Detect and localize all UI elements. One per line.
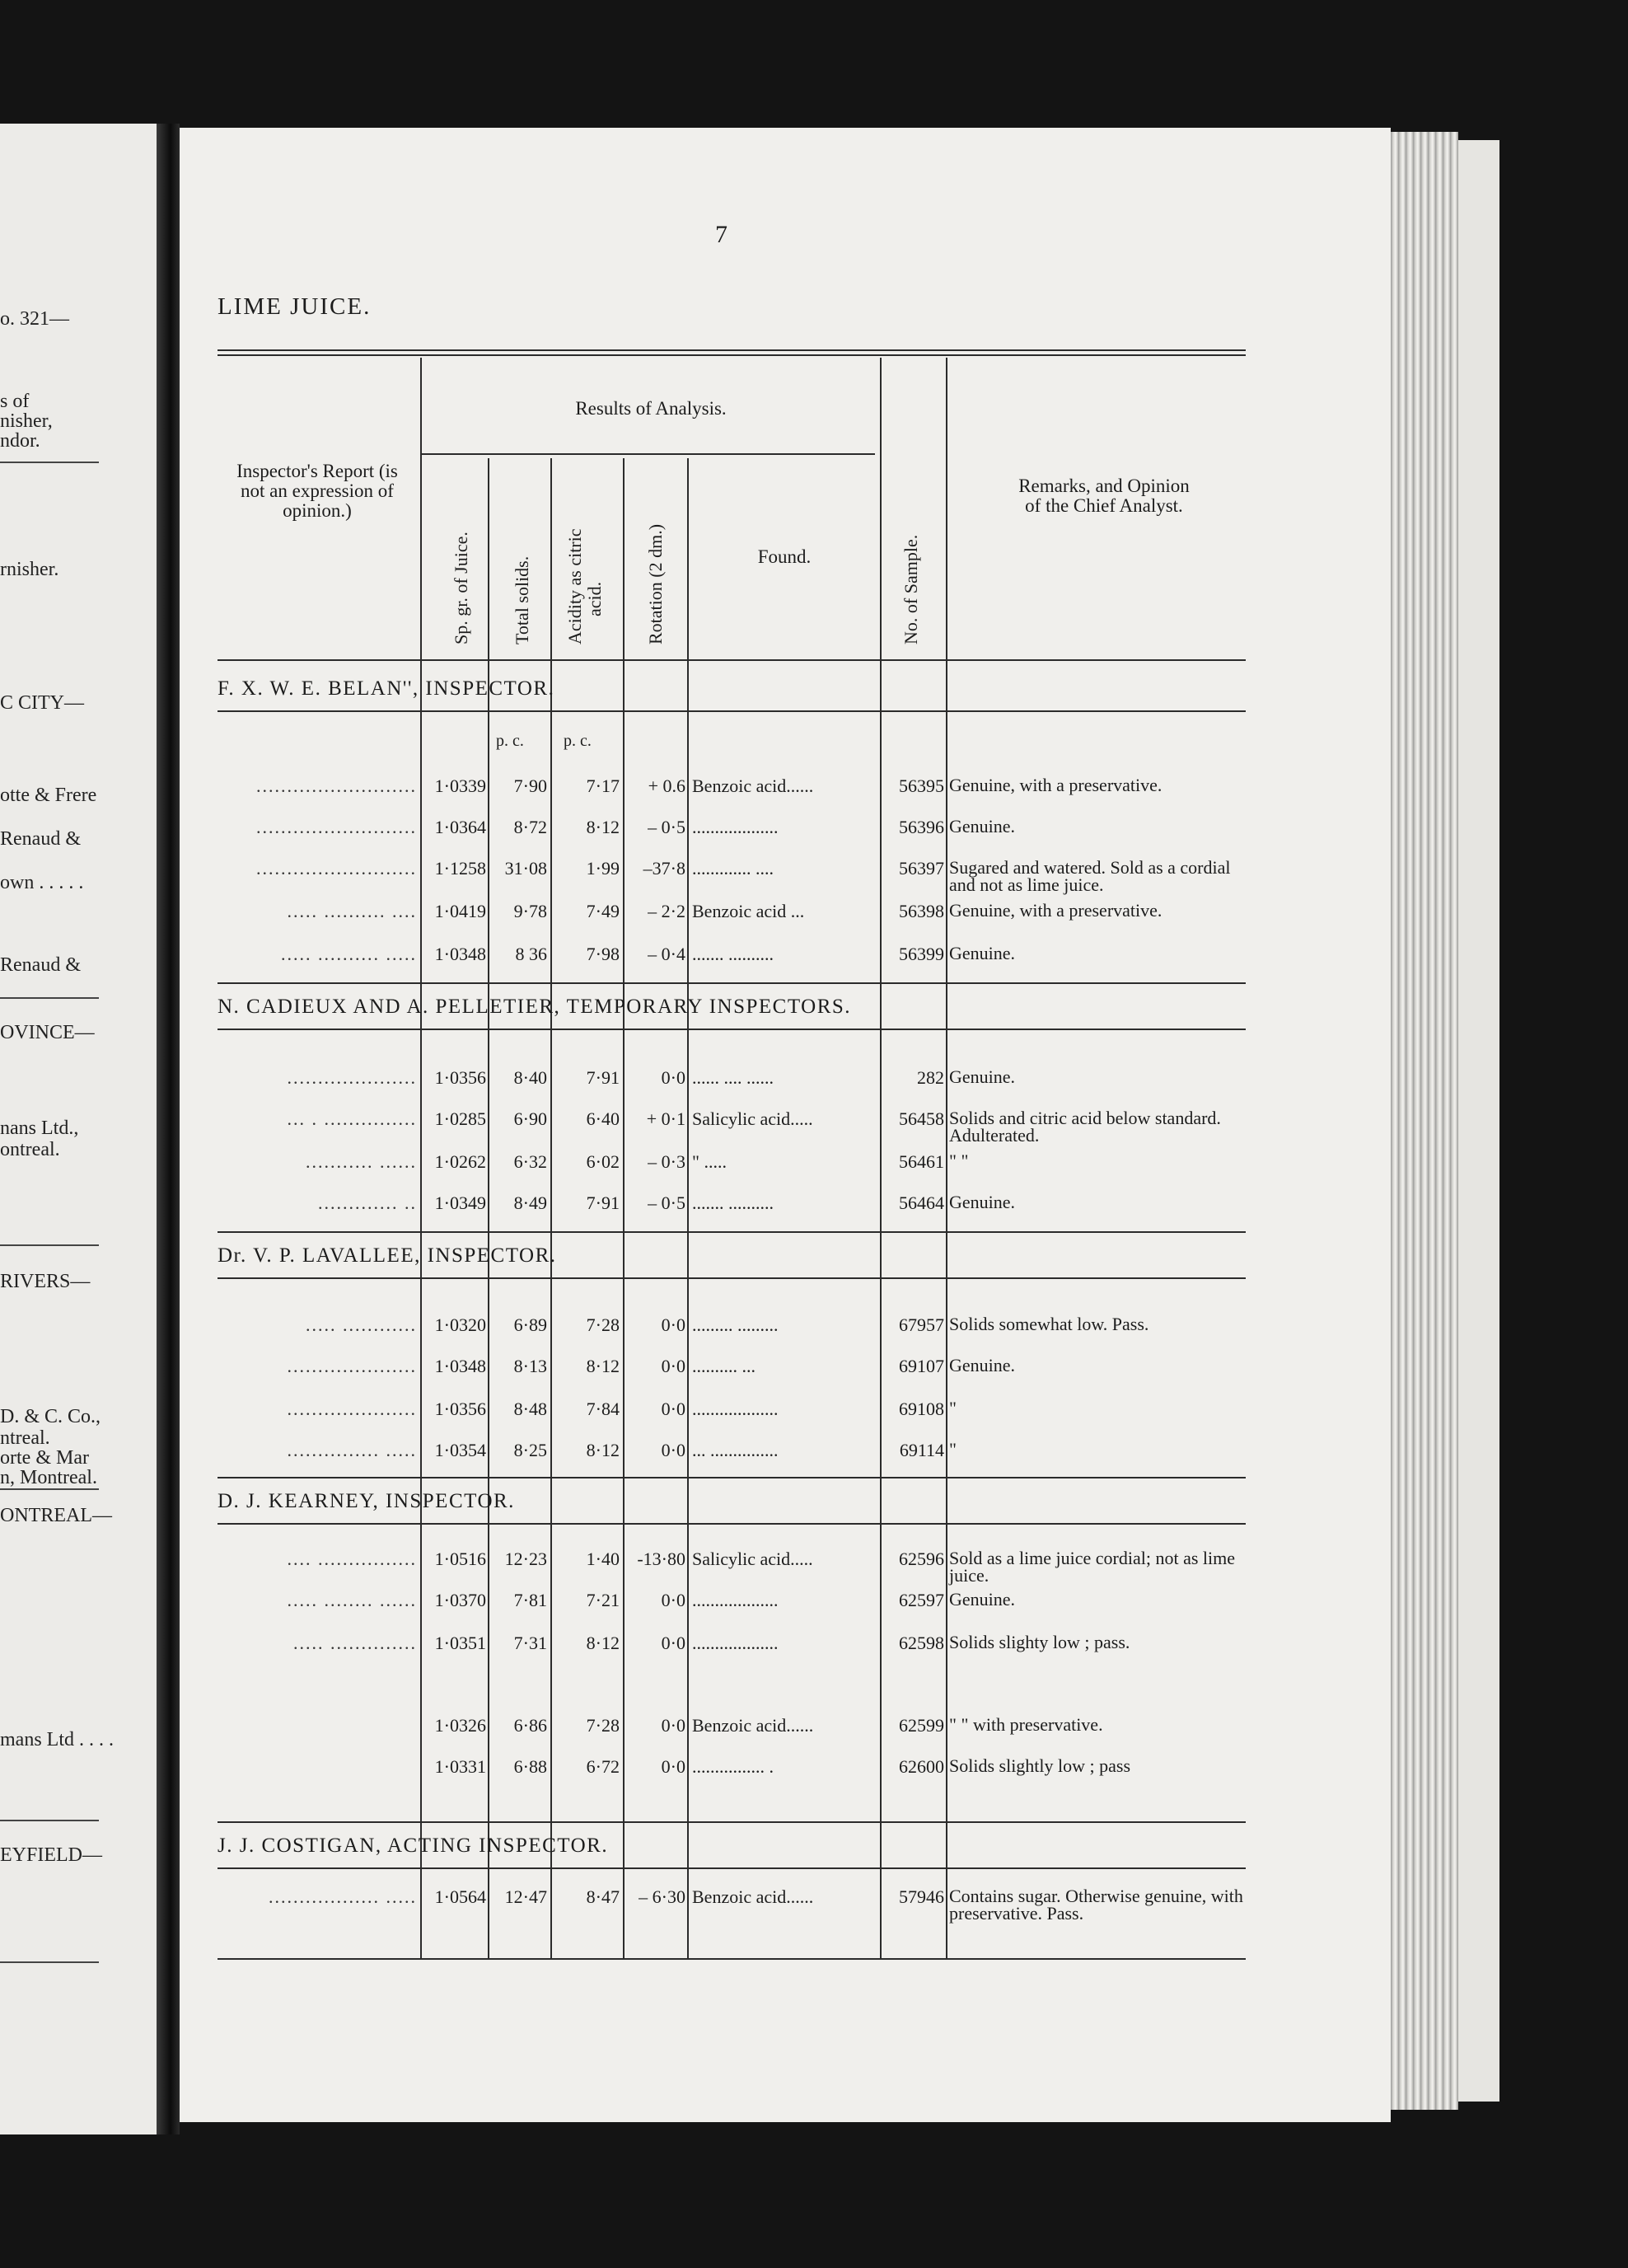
remarks-text: Genuine, with a preservative. xyxy=(949,900,1163,921)
found-value: ................... xyxy=(692,1591,779,1610)
rotation-value: – 6·30 xyxy=(639,1886,685,1907)
sample-number: 56397 xyxy=(899,858,944,879)
acidity-value: 1·99 xyxy=(586,858,620,879)
vrule-rotation xyxy=(687,458,689,1960)
left-page-rule xyxy=(0,1488,99,1490)
total-solids-value: 7·90 xyxy=(513,776,547,796)
remarks-text: Genuine. xyxy=(949,1589,1016,1610)
total-solids-value: 12·47 xyxy=(504,1886,547,1907)
sp-gr-value: 1·0320 xyxy=(434,1314,486,1335)
left-page-rule xyxy=(0,1244,99,1246)
header-total-solids: Total solids. xyxy=(512,555,532,644)
remarks-text: " " with preservative. xyxy=(949,1714,1103,1735)
sample-number: 56458 xyxy=(899,1108,944,1129)
sample-number: 56461 xyxy=(899,1151,944,1172)
rotation-value: -13·80 xyxy=(637,1549,685,1569)
found-value: Salicylic acid..... xyxy=(692,1549,813,1569)
sp-gr-value: 1·0370 xyxy=(434,1590,486,1610)
left-page-line: own . . . . . xyxy=(0,872,84,893)
left-page-rule xyxy=(0,1961,99,1963)
left-page-line: Renaud & xyxy=(0,954,81,976)
total-solids-value: 6·86 xyxy=(513,1715,547,1736)
report-dots: .................. ..... xyxy=(269,1887,417,1907)
left-page-line: o. 321— xyxy=(0,308,69,330)
remarks-text: Genuine. xyxy=(949,816,1016,836)
found-value: .......... ... xyxy=(692,1357,756,1376)
header-results-of-analysis: Results of Analysis. xyxy=(575,398,727,419)
left-page-line: ONTREAL— xyxy=(0,1505,112,1526)
acidity-value: 8·12 xyxy=(586,1440,620,1460)
acidity-value: 7·28 xyxy=(586,1715,620,1736)
report-dots: .......................... xyxy=(256,776,417,796)
header-remarks: Remarks, and Opinion of the Chief Analyst. xyxy=(1018,476,1190,516)
sp-gr-value: 1·0356 xyxy=(434,1399,486,1419)
acidity-value: 7·21 xyxy=(586,1590,620,1610)
left-page-line: nisher, xyxy=(0,410,53,432)
sp-gr-value: 1·0348 xyxy=(434,944,486,964)
left-page-line: OVINCE— xyxy=(0,1022,95,1043)
page-edges xyxy=(1391,132,1458,2110)
total-solids-value: 31·08 xyxy=(504,858,547,879)
book-spine xyxy=(157,124,180,2134)
total-solids-value: 8·72 xyxy=(513,817,547,837)
left-page-rule xyxy=(0,1820,99,1821)
total-solids-value: 7·31 xyxy=(513,1633,547,1653)
unit-pc-acidity: p. c. xyxy=(564,732,592,750)
inspector-heading: D. J. KEARNEY, INSPECTOR. xyxy=(218,1490,515,1512)
remarks-text: Solids slightly low ; pass xyxy=(949,1755,1131,1776)
sample-number: 56395 xyxy=(899,776,944,796)
report-dots: .... ................ xyxy=(287,1549,417,1569)
header-acidity-2: acid. xyxy=(584,581,605,616)
left-page-line: rnisher. xyxy=(0,559,59,580)
sp-gr-value: 1·0331 xyxy=(434,1756,486,1777)
sp-gr-value: 1·0348 xyxy=(434,1356,486,1376)
inspector-heading: N. CADIEUX AND A. PELLETIER, TEMPORARY INSPECTORS. xyxy=(218,996,852,1018)
remarks-text: Genuine. xyxy=(949,943,1016,963)
group-rule xyxy=(218,1029,1246,1030)
inspector-heading: F. X. W. E. BELAN'', INSPECTOR. xyxy=(218,677,555,700)
group-rule xyxy=(218,1523,1246,1525)
report-dots: ............. .. xyxy=(318,1193,417,1213)
group-rule xyxy=(218,710,1246,712)
left-page-line: C CITY— xyxy=(0,692,84,714)
left-page-line: mans Ltd . . . . xyxy=(0,1729,114,1750)
sp-gr-value: 1·0339 xyxy=(434,776,486,796)
report-dots: ..................... xyxy=(287,1357,417,1376)
rotation-value: 0·0 xyxy=(661,1590,685,1610)
rotation-value: – 2·2 xyxy=(648,901,685,921)
sample-number: 57946 xyxy=(899,1886,944,1907)
total-solids-value: 9·78 xyxy=(513,901,547,921)
rotation-value: 0·0 xyxy=(661,1633,685,1653)
left-page-line: D. & C. Co., xyxy=(0,1406,101,1427)
group-top-rule xyxy=(218,1821,1246,1823)
acidity-value: 8·12 xyxy=(586,817,620,837)
sample-number: 69114 xyxy=(899,1440,944,1460)
sp-gr-value: 1·0285 xyxy=(434,1108,486,1129)
report-dots: ..... .......... ..... xyxy=(281,944,417,964)
inspector-heading: J. J. COSTIGAN, ACTING INSPECTOR. xyxy=(218,1835,609,1857)
found-value: ... ............... xyxy=(692,1441,779,1460)
report-dots: ............... ..... xyxy=(287,1441,417,1460)
found-value: ................... xyxy=(692,818,779,837)
page-number: 7 xyxy=(715,221,727,248)
acidity-value: 1·40 xyxy=(586,1549,620,1569)
sample-number: 56399 xyxy=(899,944,944,964)
inspector-heading: Dr. V. P. LAVALLEE, INSPECTOR. xyxy=(218,1244,557,1267)
found-value: ....... .......... xyxy=(692,1193,774,1213)
remarks-text: Sugared and watered. Sold as a cordial and not as lime juice. xyxy=(949,857,1231,895)
found-value: Benzoic acid...... xyxy=(692,1887,814,1907)
total-solids-value: 8·48 xyxy=(513,1399,547,1419)
found-value: ....... .......... xyxy=(692,944,774,964)
remarks-text: Solids slighty low ; pass. xyxy=(949,1632,1130,1652)
sample-number: 56464 xyxy=(899,1193,944,1213)
header-sp-gr: Sp. gr. of Juice. xyxy=(451,532,471,644)
total-solids-value: 7·81 xyxy=(513,1590,547,1610)
left-page-line: s of xyxy=(0,391,30,412)
remarks-text: " xyxy=(949,1398,957,1418)
found-value: " ..... xyxy=(692,1152,727,1172)
sample-number: 62599 xyxy=(899,1715,944,1736)
left-page-line: n, Montreal. xyxy=(0,1467,97,1488)
left-page-line: Renaud & xyxy=(0,828,81,850)
left-page-line: orte & Mar xyxy=(0,1447,89,1469)
acidity-value: 7·17 xyxy=(586,776,620,796)
found-value: Salicylic acid..... xyxy=(692,1109,813,1129)
found-value: ................... xyxy=(692,1633,779,1653)
acidity-value: 8·47 xyxy=(586,1886,620,1907)
section-title: LIME JUICE. xyxy=(218,293,372,320)
acidity-value: 8·12 xyxy=(586,1356,620,1376)
report-dots: ..... .......... .... xyxy=(287,902,417,921)
rotation-value: – 0·3 xyxy=(648,1151,685,1172)
sp-gr-value: 1·0356 xyxy=(434,1067,486,1088)
sp-gr-value: 1·0351 xyxy=(434,1633,486,1653)
report-dots: .......................... xyxy=(256,859,417,879)
report-dots: ..................... xyxy=(287,1399,417,1419)
top-rule-2 xyxy=(218,354,1246,356)
rotation-value: – 0·4 xyxy=(648,944,685,964)
left-page-line: ontreal. xyxy=(0,1139,60,1160)
header-acidity-1: Acidity as citric xyxy=(564,528,585,644)
acidity-value: 8·12 xyxy=(586,1633,620,1653)
left-page-line: ntreal. xyxy=(0,1427,50,1449)
sp-gr-value: 1·1258 xyxy=(434,858,486,879)
remarks-text: Genuine. xyxy=(949,1066,1016,1087)
left-page-line: EYFIELD— xyxy=(0,1844,102,1866)
left-page-line: RIVERS— xyxy=(0,1271,91,1292)
remarks-text: Genuine, with a preservative. xyxy=(949,775,1163,795)
sample-number: 62597 xyxy=(899,1590,944,1610)
top-rule-1 xyxy=(218,349,1246,351)
left-page-rule xyxy=(0,462,99,463)
total-solids-value: 8 36 xyxy=(515,944,547,964)
vrule-sample xyxy=(946,358,947,1960)
left-page-line: nans Ltd., xyxy=(0,1118,79,1139)
found-value: Benzoic acid ... xyxy=(692,902,805,921)
group-top-rule xyxy=(218,1231,1246,1233)
total-solids-value: 6·88 xyxy=(513,1756,547,1777)
report-dots: ..... .............. xyxy=(293,1633,417,1653)
sp-gr-value: 1·0419 xyxy=(434,901,486,921)
found-value: ...... .... ...... xyxy=(692,1068,774,1088)
group-top-rule xyxy=(218,982,1246,984)
sample-number: 62600 xyxy=(899,1756,944,1777)
rotation-value: – 0·5 xyxy=(648,1193,685,1213)
sp-gr-value: 1·0349 xyxy=(434,1193,486,1213)
remarks-text: Solids somewhat low. Pass. xyxy=(949,1314,1149,1334)
total-solids-value: 12·23 xyxy=(504,1549,547,1569)
sample-number: 62598 xyxy=(899,1633,944,1653)
found-value: ................... xyxy=(692,1399,779,1419)
acidity-value: 7·91 xyxy=(586,1067,620,1088)
sp-gr-value: 1·0326 xyxy=(434,1715,486,1736)
found-value: Benzoic acid...... xyxy=(692,776,814,796)
acidity-value: 7·98 xyxy=(586,944,620,964)
header-inspector-report: Inspector's Report (is not an expression of opinion.) xyxy=(236,461,398,521)
found-value: ......... ......... xyxy=(692,1315,779,1335)
total-solids-value: 8·13 xyxy=(513,1356,547,1376)
left-page-line: otte & Frere xyxy=(0,785,97,806)
header-rotation: Rotation (2 dm.) xyxy=(645,523,666,644)
header-bottom-rule xyxy=(218,659,1246,661)
sp-gr-value: 1·0564 xyxy=(434,1886,486,1907)
rotation-value: 0·0 xyxy=(661,1067,685,1088)
remarks-text: " " xyxy=(949,1150,969,1171)
sample-number: 56398 xyxy=(899,901,944,921)
report-dots: .......................... xyxy=(256,818,417,837)
rotation-value: + 0.6 xyxy=(648,776,685,796)
bottom-rule xyxy=(218,1958,1246,1960)
rotation-value: 0·0 xyxy=(661,1356,685,1376)
remarks-text: " xyxy=(949,1439,957,1460)
rotation-value: 0·0 xyxy=(661,1756,685,1777)
rotation-value: 0·0 xyxy=(661,1399,685,1419)
page-edges-outer xyxy=(1458,140,1499,2102)
total-solids-value: 8·25 xyxy=(513,1440,547,1460)
sample-number: 282 xyxy=(917,1067,944,1088)
remarks-text: Genuine. xyxy=(949,1355,1016,1375)
acidity-value: 7·28 xyxy=(586,1314,620,1335)
results-rule xyxy=(420,453,875,455)
left-page-rule xyxy=(0,997,99,999)
sample-number: 56396 xyxy=(899,817,944,837)
sp-gr-value: 1·0516 xyxy=(434,1549,486,1569)
report-dots: ..................... xyxy=(287,1068,417,1088)
found-value: Benzoic acid...... xyxy=(692,1716,814,1736)
remarks-text: Sold as a lime juice cordial; not as lime juice. xyxy=(949,1548,1236,1586)
report-dots: ..... ........ ...... xyxy=(287,1591,417,1610)
unit-pc-solids: p. c. xyxy=(496,732,524,750)
found-value: ................ . xyxy=(692,1757,774,1777)
header-no-of-sample: No. of Sample. xyxy=(901,534,921,644)
sample-number: 69108 xyxy=(899,1399,944,1419)
found-value: ............. .... xyxy=(692,859,774,879)
sp-gr-value: 1·0364 xyxy=(434,817,486,837)
remarks-text: Genuine. xyxy=(949,1192,1016,1212)
total-solids-value: 6·32 xyxy=(513,1151,547,1172)
remarks-text: Contains sugar. Otherwise genuine, with preservative. Pass. xyxy=(949,1886,1243,1924)
rotation-value: 0·0 xyxy=(661,1715,685,1736)
sample-number: 67957 xyxy=(899,1314,944,1335)
rotation-value: + 0·1 xyxy=(646,1108,685,1129)
rotation-value: –37·8 xyxy=(643,858,685,879)
acidity-value: 7·49 xyxy=(586,901,620,921)
total-solids-value: 8·49 xyxy=(513,1193,547,1213)
total-solids-value: 6·89 xyxy=(513,1314,547,1335)
acidity-value: 6·72 xyxy=(586,1756,620,1777)
total-solids-value: 6·90 xyxy=(513,1108,547,1129)
report-dots: ........... ...... xyxy=(306,1152,417,1172)
group-rule xyxy=(218,1277,1246,1279)
total-solids-value: 8·40 xyxy=(513,1067,547,1088)
sp-gr-value: 1·0354 xyxy=(434,1440,486,1460)
acidity-value: 6·02 xyxy=(586,1151,620,1172)
rotation-value: – 0·5 xyxy=(648,817,685,837)
rotation-value: 0·0 xyxy=(661,1314,685,1335)
report-dots: ..... ............ xyxy=(306,1315,417,1335)
acidity-value: 6·40 xyxy=(586,1108,620,1129)
sample-number: 69107 xyxy=(899,1356,944,1376)
rotation-value: 0·0 xyxy=(661,1440,685,1460)
acidity-value: 7·84 xyxy=(586,1399,620,1419)
acidity-value: 7·91 xyxy=(586,1193,620,1213)
group-rule xyxy=(218,1867,1246,1869)
remarks-text: Solids and citric acid below standard. Adulterated. xyxy=(949,1108,1221,1146)
header-found: Found. xyxy=(757,546,812,567)
report-dots: ... . ............... xyxy=(287,1109,417,1129)
sp-gr-value: 1·0262 xyxy=(434,1151,486,1172)
sample-number: 62596 xyxy=(899,1549,944,1569)
left-page-line: ndor. xyxy=(0,430,40,452)
group-top-rule xyxy=(218,1477,1246,1478)
